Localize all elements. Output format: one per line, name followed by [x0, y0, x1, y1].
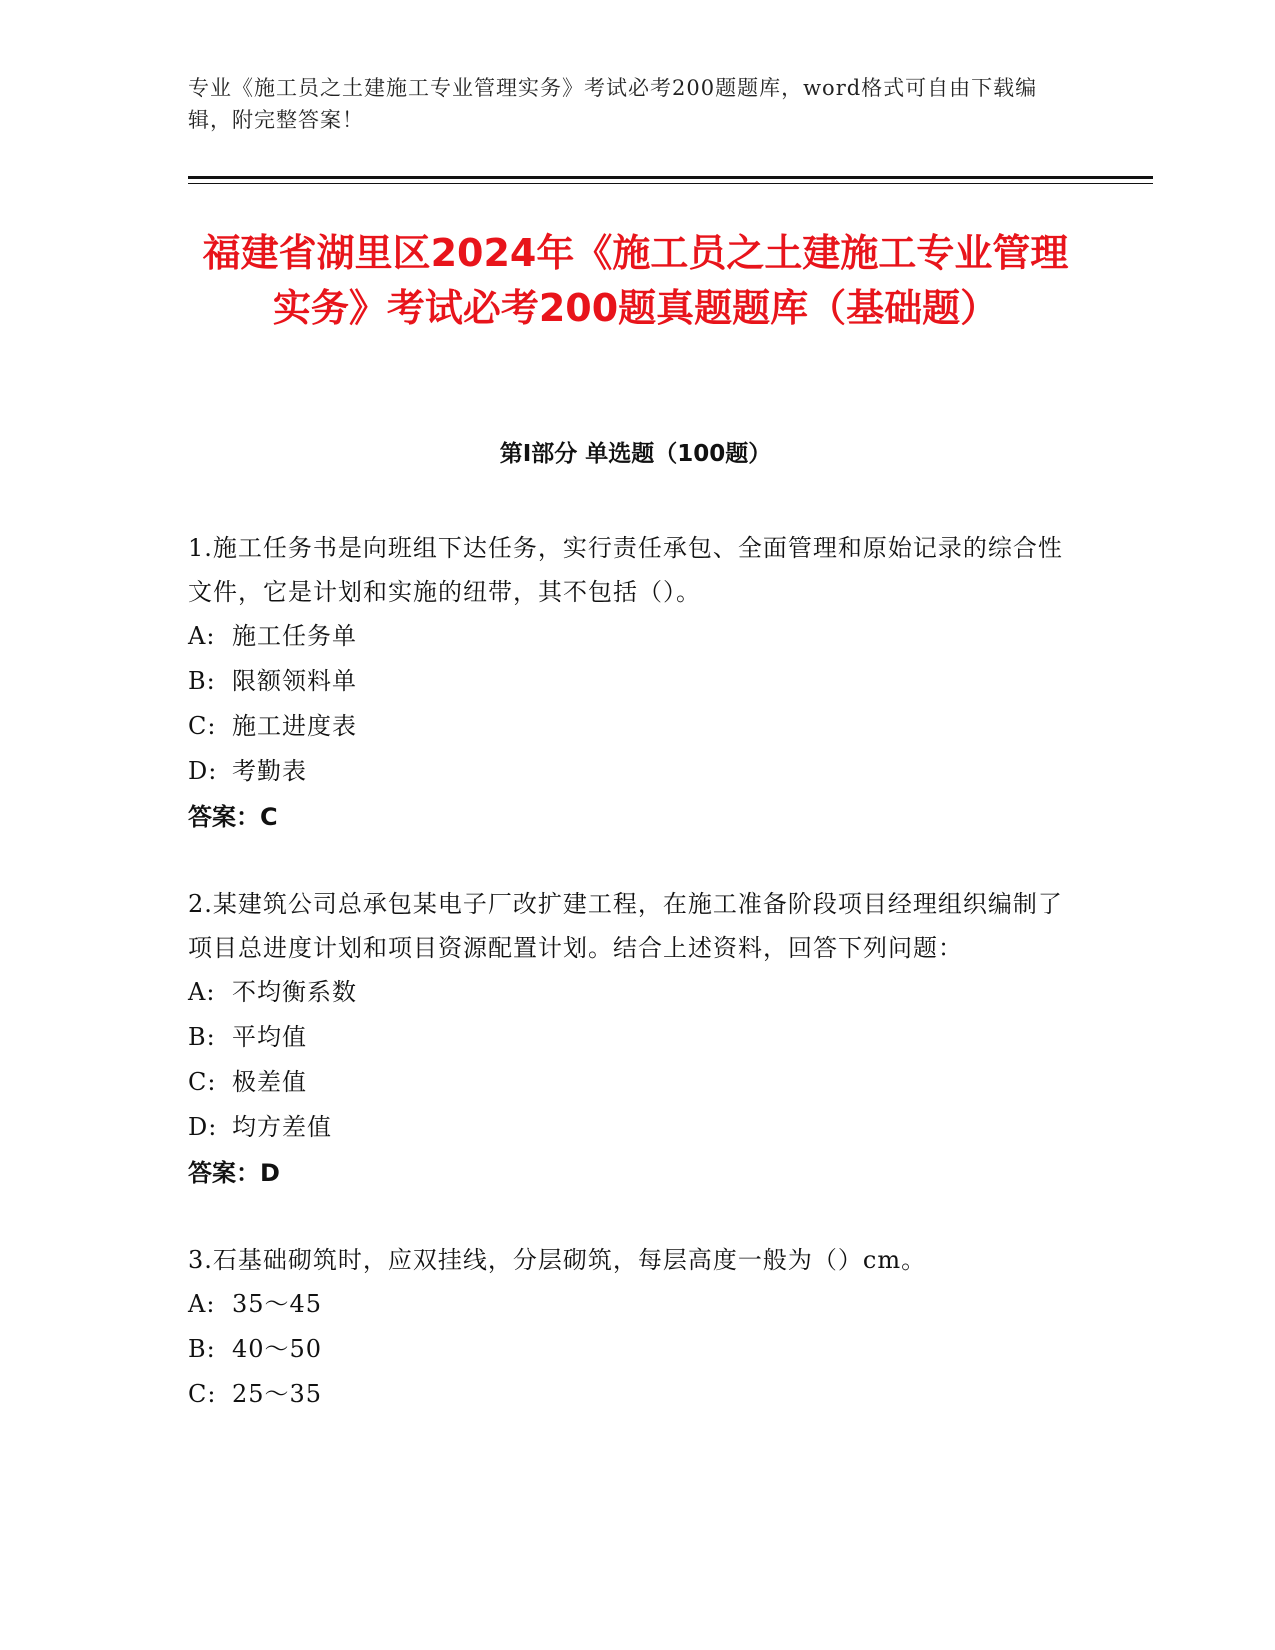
option-label: C: — [188, 1068, 217, 1096]
option-b — [188, 1327, 1068, 1372]
option-a — [188, 614, 1068, 659]
question-stem: 1.施工任务书是向班组下达任务，实行责任承包、全面管理和原始记录的综合性文件，它是计划和实施的纽带，其不包括（）。 — [188, 534, 1063, 606]
option-b — [188, 1015, 1068, 1060]
option-label: A: — [188, 622, 216, 650]
answer: 答案：C — [188, 803, 278, 831]
option-d — [188, 1105, 1068, 1150]
option-text: 施工任务单 — [232, 622, 357, 650]
option-c — [188, 704, 1068, 749]
option-text: 40～50 — [232, 1335, 323, 1363]
option-d — [188, 749, 1068, 794]
option-text: 考勤表 — [232, 757, 307, 785]
question-3 — [188, 1238, 1068, 1417]
header-note: 专业《施工员之土建施工专业管理实务》考试必考200题题库，word格式可自由下载编辑，附完整答案！ — [188, 76, 1038, 132]
document-title: 福建省湖里区2024年《施工员之土建施工专业管理实务》考试必考200题真题题库（基础题） — [202, 231, 1069, 330]
option-text: 平均值 — [232, 1023, 307, 1051]
question-stem: 2.某建筑公司总承包某电子厂改扩建工程，在施工准备阶段项目经理组织编制了项目总进度计划和项目资源配置计划。结合上述资料，回答下列问题： — [188, 890, 1063, 962]
option-a — [188, 970, 1068, 1015]
option-text: 不均衡系数 — [232, 978, 357, 1006]
option-label: D: — [188, 1113, 218, 1141]
option-c — [188, 1060, 1068, 1105]
option-text: 限额领料单 — [232, 667, 357, 695]
option-b — [188, 659, 1068, 704]
option-label: A: — [188, 1290, 216, 1318]
option-a — [188, 1282, 1068, 1327]
option-label: A: — [188, 978, 216, 1006]
option-label: C: — [188, 712, 217, 740]
section-heading: 第Ⅰ部分 单选题（100题） — [499, 441, 772, 467]
option-label: B: — [188, 1023, 216, 1051]
option-text: 25～35 — [232, 1380, 323, 1408]
option-label: D: — [188, 757, 218, 785]
question-spacer — [188, 1196, 1068, 1238]
answer: 答案：D — [188, 1159, 280, 1187]
question-stem: 3.石基础砌筑时，应双挂线，分层砌筑，每层高度一般为（）cm。 — [188, 1246, 927, 1274]
question-1 — [188, 526, 1068, 840]
option-text: 极差值 — [232, 1068, 307, 1096]
option-label: B: — [188, 667, 216, 695]
option-text: 35～45 — [232, 1290, 323, 1318]
question-2 — [188, 882, 1068, 1196]
header-divider-thin — [188, 183, 1153, 184]
option-label: C: — [188, 1380, 217, 1408]
header-divider-thick — [188, 176, 1153, 179]
option-text: 施工进度表 — [232, 712, 357, 740]
option-label: B: — [188, 1335, 216, 1363]
question-list — [188, 526, 1068, 1417]
question-spacer — [188, 840, 1068, 882]
option-c — [188, 1372, 1068, 1417]
option-text: 均方差值 — [232, 1113, 332, 1141]
